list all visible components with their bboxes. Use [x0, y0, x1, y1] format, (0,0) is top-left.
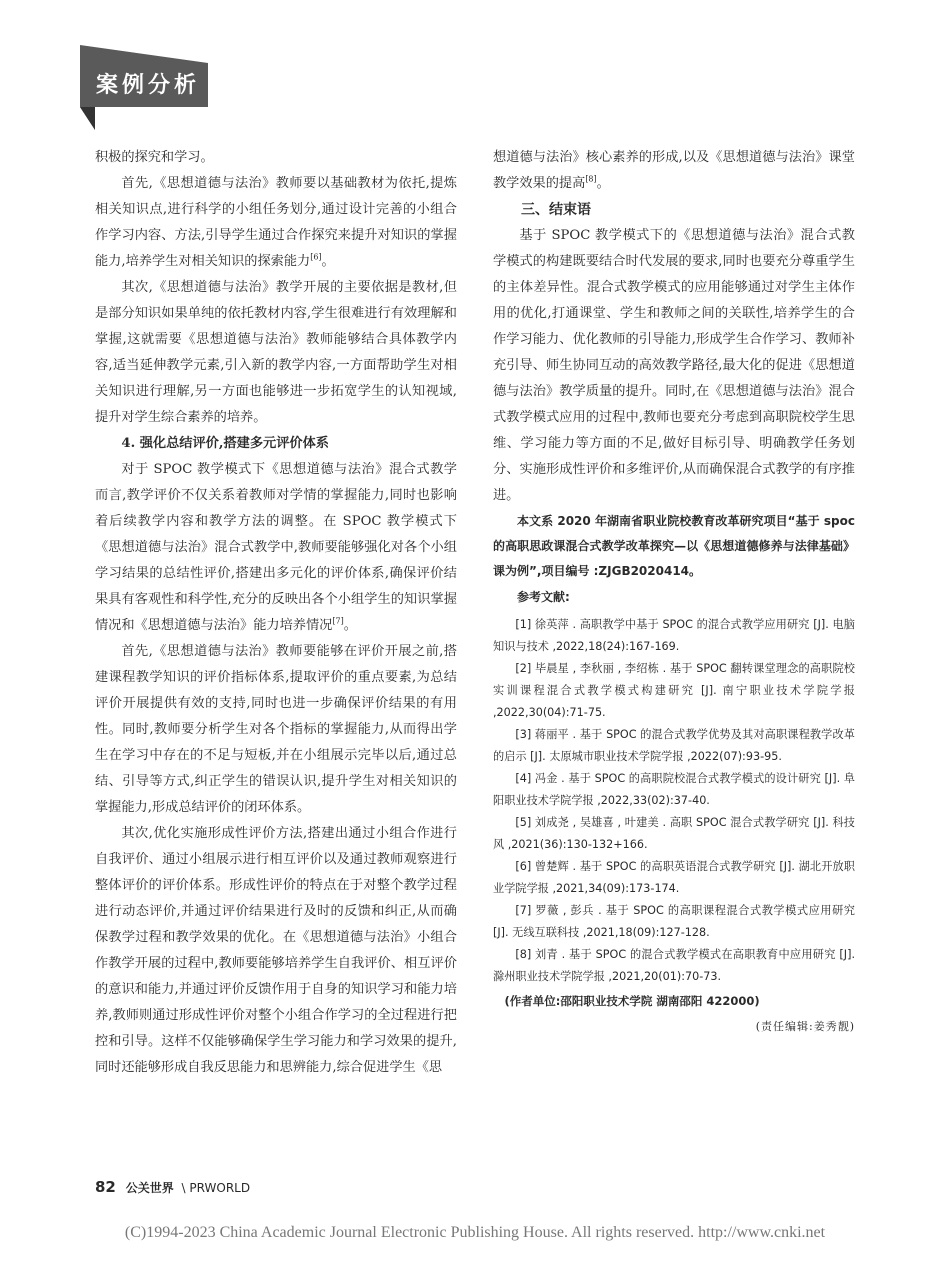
citation: [6] [310, 252, 322, 262]
reference-item: [4] 冯金 . 基于 SPOC 的高职院校混合式教学模式的设计研究 [J]. 阜阳职业技术学院学报 ,2022,33(02):37-40. [493, 772, 855, 807]
section-heading: 三、结束语 [521, 202, 591, 218]
footer-separator: \ [181, 1181, 186, 1195]
page-footer [95, 1178, 250, 1196]
right-column [493, 145, 855, 1040]
references-list [493, 614, 855, 988]
paragraph: 首先,《思想道德与法治》教师要以基础教材为依托,提炼相关知识点,进行科学的小组任务划分,通过设计完善的小组合作学习内容、方法,引导学生通过合作探究来提升对知识的掌握能力,培养学生对相关知识的探索能力[6]。 [95, 176, 457, 269]
journal-name-en: PRWORLD [189, 1181, 251, 1195]
paragraph: 首先,《思想道德与法治》教师要能够在评价开展之前,搭建课程教学知识的评价指标体系,提取评价的重点要素,为总结评价开展提供有效的支持,同时也进一步确保评价结果的有用性。同时,教师要分析学生对各个指标的掌握能力,从而得出学生在学习中存在的不足与短板,并在小组展示完毕以后,通过总结、引导等方式,纠正学生的错误认识,提升学生对相关知识的掌握能力,形成总结评价的闭环体系。 [95, 644, 457, 815]
paragraph: 其次,《思想道德与法治》教学开展的主要依据是教材,但是部分知识如果单纯的依托教材内容,学生很难进行有效理解和掌握,这就需要《思想道德与法治》教师能够结合具体教学内容,适当延伸教学元素,引入新的教学内容,一方面帮助学生对相关知识进行理解,另一方面也能够进一步拓宽学生的认知视域,提升对学生综合素养的培养。 [95, 280, 457, 425]
reference-item: [1] 徐英萍 . 高职教学中基于 SPOC 的混合式教学应用研究 [J]. 电脑知识与技术 ,2022,18(24):167-169. [493, 618, 855, 653]
reference-item: [5] 刘成尧 , 吴雄喜 , 叶建美 . 高职 SPOC 混合式教学研究 [J]. 科技风 ,2021(36):130-132+166. [493, 816, 855, 851]
section-header-title: 案例分析 [96, 73, 201, 98]
citation: [8] [585, 174, 597, 184]
paragraph: 对于 SPOC 教学模式下《思想道德与法治》混合式教学而言,教学评价不仅关系着教师对学情的掌握能力,同时也影响着后续教学内容和教学方法的调整。在 SPOC 教学模式下《思想道德与法治》混合式教学中,教师要能够强化对各个小组学习结果的总结性评价,搭建出多元化的评价体系,确保评价结果具有客观性和科学性,充分的反映出各个小组学生的知识掌握情况和《思想道德与法治》能力培养情况[7]。 [95, 462, 457, 633]
paragraph: 基于 SPOC 教学模式下的《思想道德与法治》混合式教学模式的构建既要结合时代发展的要求,同时也要充分尊重学生的主体差异性。混合式教学模式的应用能够通过对学生主体作用的优化,打通课堂、学生和教师之间的关联性,培养学生的合作学习能力、优化教师的引导能力,形成学生合作学习、教师补充引导、师生协同互动的高效教学路径,最大化的促进《思想道德与法治》教学质量的提升。同时,在《思想道德与法治》混合式教学模式应用的过程中,教师也要充分考虑到高职院校学生思维、学习能力等方面的不足,做好目标引导、明确教学任务划分、实施形成性评价和多维评价,从而确保混合式教学的有序推进。 [493, 228, 855, 503]
paragraph: 其次,优化实施形成性评价方法,搭建出通过小组合作进行自我评价、通过小组展示进行相互评价以及通过教师观察进行整体评价的评价体系。形成性评价的特点在于对整个教学过程进行动态评价,并通过评价结果进行及时的反馈和纠正,从而确保教学过程和教学效果的优化。在《思想道德与法治》小组合作教学开展的过程中,教师要能够培养学生自我评价、相互评价的意识和能力,并通过评价反馈作用于自身的知识学习和能力培养,教师则通过形成性评价对整个小组合作学习的全过程进行把控和引导。这样不仅能够确保学生学习能力和学习效果的提升,同时还能够形成自我反思能力和思辨能力,综合促进学生《思 [95, 826, 457, 1075]
responsible-editor: (责任编辑:姜秀靓) [755, 1020, 855, 1033]
paragraph: 积极的探究和学习。 [95, 150, 214, 165]
citation: [7] [332, 616, 344, 626]
references-title: 参考文献: [517, 590, 570, 604]
copyright-notice: (C)1994-2023 China Academic Journal Electronic Publishing House. All rights reserved. http://www.cnki.net [124, 1224, 826, 1241]
reference-item: [6] 曾楚辉 . 基于 SPOC 的高职英语混合式教学研究 [J]. 湖北开放职业学院学报 ,2021,34(09):173-174. [493, 860, 855, 895]
author-affiliation: (作者单位:邵阳职业技术学院 湖南邵阳 422000) [504, 994, 760, 1008]
subheading: 4. 强化总结评价,搭建多元评价体系 [121, 436, 329, 451]
page-number: 82 [95, 1178, 116, 1196]
left-column [95, 145, 457, 1081]
reference-item: [7] 罗薇 , 彭兵 . 基于 SPOC 的高职课程混合式教学模式应用研究 [J]. 无线互联科技 ,2021,18(09):127-128. [493, 904, 855, 939]
reference-item: [8] 刘青 . 基于 SPOC 的混合式教学模式在高职教育中应用研究 [J]. 滁州职业技术学院学报 ,2021,20(01):70-73. [493, 948, 855, 983]
reference-item: [2] 毕晨星 , 李秋丽 , 李绍栋 . 基于 SPOC 翻转课堂理念的高职院校实训课程混合式教学模式构建研究 [J]. 南宁职业技术学院学报 ,2022,30(04):71-75. [493, 662, 855, 719]
funding-note: 本文系 2020 年湖南省职业院校教育改革研究项目“基于 spoc 的高职思政课混合式教学改革探究—以《思想道德修养与法律基础》课为例”,项目编号 :ZJGB2020414。 [493, 514, 855, 578]
journal-name: 公关世界 [125, 1181, 174, 1195]
paragraph: 想道德与法治》核心素养的形成,以及《思想道德与法治》课堂教学效果的提高[8]。 [493, 150, 855, 191]
reference-item: [3] 蒋丽平 . 基于 SPOC 的混合式教学优势及其对高职课程教学改革的启示 [J]. 太原城市职业技术学院学报 ,2022(07):93-95. [493, 728, 855, 763]
